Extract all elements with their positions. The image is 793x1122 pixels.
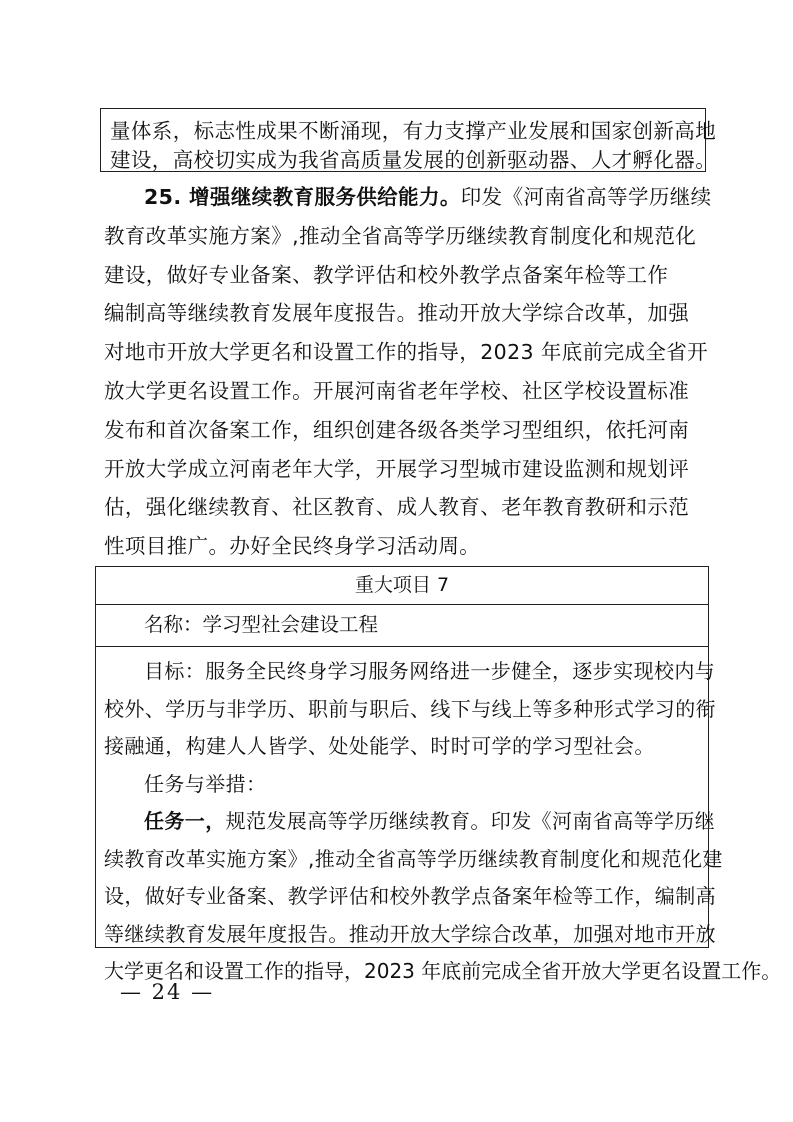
page-number: — 24 —	[120, 980, 215, 1004]
task-label: 任务一，	[144, 809, 226, 833]
project-name: 名称：学习型社会建设工程	[96, 605, 708, 647]
box-line-1: 量体系，标志性成果不断涌现，有力支撑产业发展和国家创新高地	[110, 119, 717, 143]
task-line: 设，做好专业备案、教学评估和校外教学点备案年检等工作，编制高	[104, 884, 716, 908]
paragraph-line: 开放大学成立河南老年大学，开展学习型城市建设监测和规划评	[104, 456, 690, 481]
major-project-table	[95, 566, 782, 983]
paragraph-line: 估，强化继续教育、社区教育、成人教育、老年教育教研和示范	[104, 495, 690, 520]
paragraph-line: 教育改革实施方案》,推动全省高等学历继续教育制度化和规范化	[104, 223, 697, 248]
task-first-line	[104, 803, 716, 841]
goal-line: 校外、学历与非学历、职前与职后、线下与线上等多种形式学习的衔	[104, 696, 716, 721]
box-line-2: 建设，高校切实成为我省高质量发展的创新驱动器、人才孵化器。	[110, 148, 717, 172]
measures-label: 任务与举措：	[144, 771, 267, 796]
task-first-line-rest: 规范发展高等学历继续教育。印发《河南省高等学历继	[225, 809, 716, 833]
task-line: 等继续教育发展年度报告。推动开放大学综合改革，加强对地市开放	[104, 921, 716, 946]
paragraph-line: 编制高等继续教育发展年度报告。推动开放大学综合改革，加强	[104, 301, 690, 326]
paragraph-first-line	[104, 178, 710, 217]
continued-text-box	[100, 108, 717, 172]
paragraph-line: 性项目推广。办好全民终身学习活动周。	[104, 534, 481, 559]
paragraph-line: 建设，做好专业备案、教学评估和校外教学点备案年检等工作	[104, 262, 669, 287]
paragraph-line: 对地市开放大学更名和设置工作的指导，2023 年底前完成全省开	[104, 340, 709, 365]
section-heading: 25. 增强继续教育服务供给能力。	[144, 185, 461, 209]
section-25-paragraph	[104, 178, 710, 566]
project-title: 重大项目 7	[96, 567, 708, 605]
project-body	[96, 647, 782, 991]
paragraph-line: 放大学更名设置工作。开展河南省老年学校、社区学校设置标准	[104, 378, 690, 403]
goal-line: 接融通，构建人人皆学、处处能学、时时可学的学习型社会。	[104, 734, 655, 758]
task-line: 续教育改革实施方案》,推动全省高等学历继续教育制度化和规范化建	[104, 846, 723, 871]
paragraph-first-line-rest: 印发《河南省高等学历继续	[460, 185, 712, 209]
paragraph-line: 发布和首次备案工作，组织创建各级各类学习型组织，依托河南	[104, 417, 690, 442]
task-line: 大学更名和设置工作的指导，2023 年底前完成全省开放大学更名设置工作。	[104, 959, 782, 983]
goal-line: 目标：服务全民终身学习服务网络进一步健全，逐步实现校内与	[144, 659, 716, 683]
